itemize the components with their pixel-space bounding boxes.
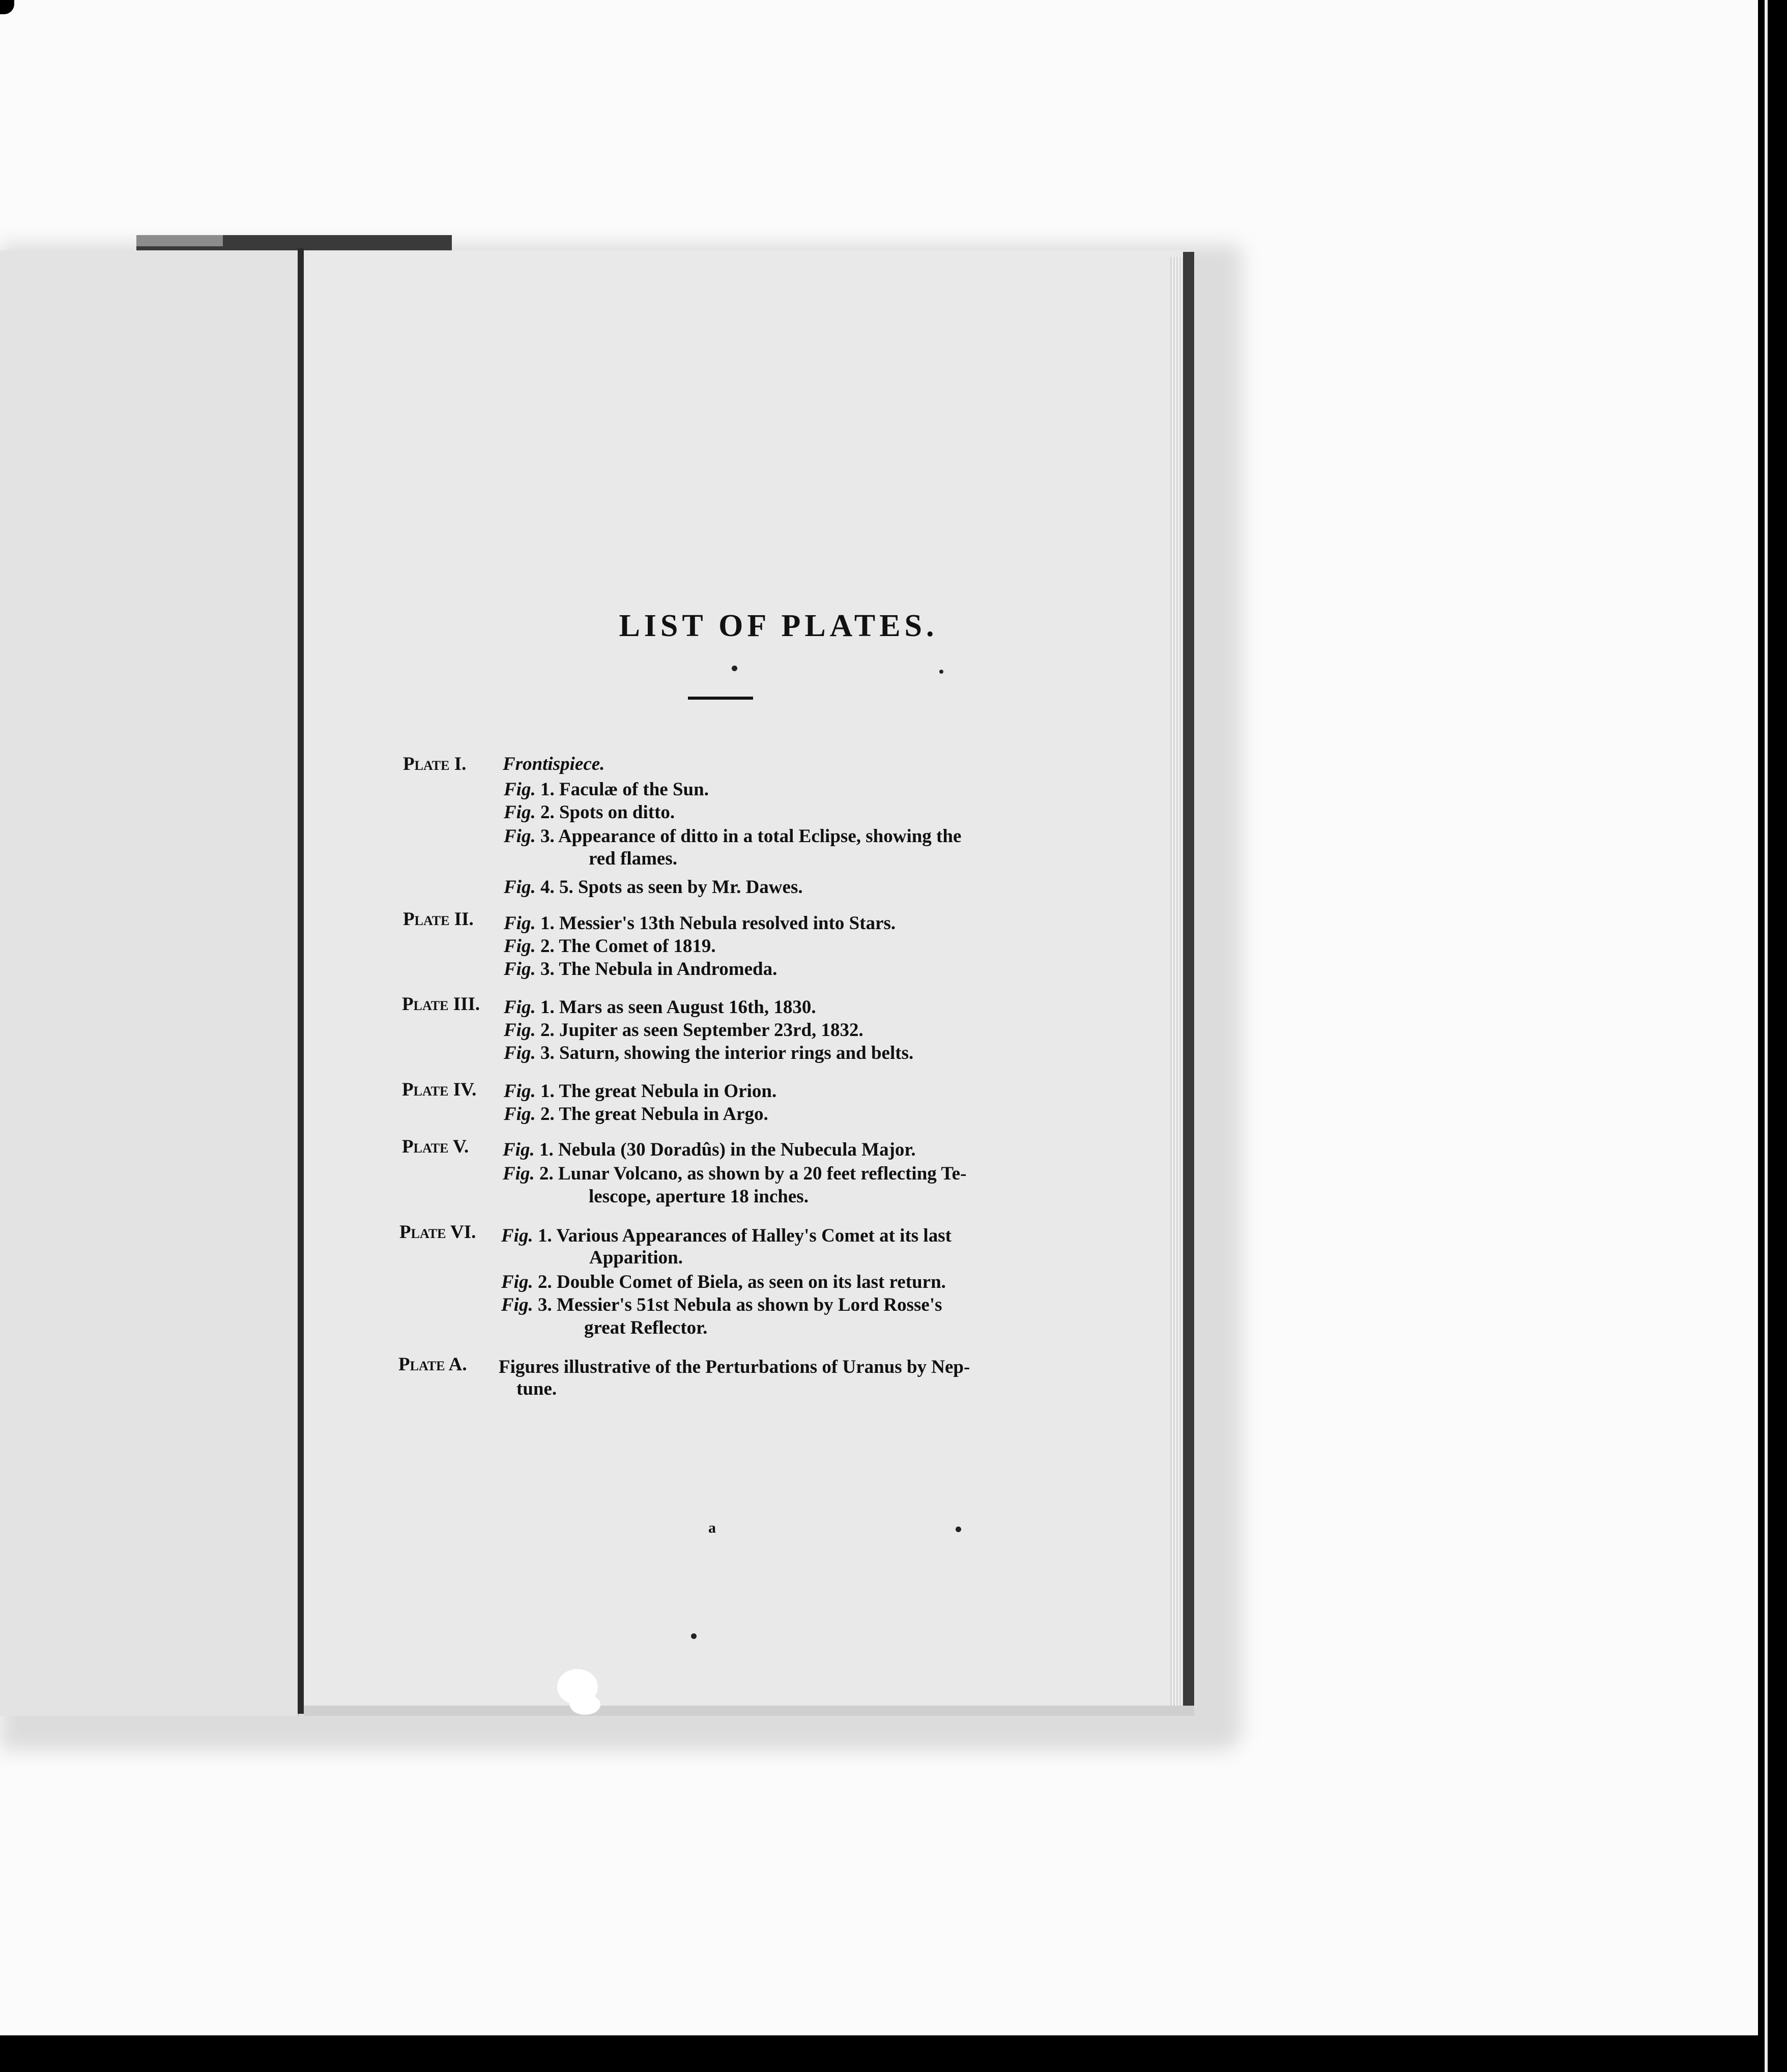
figure-entry	[504, 779, 709, 801]
fig-text: Mars as seen August 16th, 1830.	[559, 997, 816, 1018]
top-binding-highlight	[136, 235, 223, 246]
fig-abbrev: Fig.	[504, 1043, 536, 1063]
fig-abbrev: Fig.	[501, 1225, 533, 1246]
fig-number: 1.	[540, 913, 555, 934]
figure-entry	[504, 825, 961, 848]
fig-text: The Comet of 1819.	[559, 936, 716, 957]
fig-number: 2.	[537, 1272, 552, 1292]
title-rule	[688, 697, 753, 700]
figure-entry	[504, 801, 675, 824]
fig-text: Messier's 51st Nebula as shown by Lord Rosse's	[556, 1294, 942, 1315]
fig-number: 3.	[540, 959, 555, 980]
fig-text: The great Nebula in Orion.	[559, 1081, 777, 1102]
fig-number: 2.	[540, 1020, 555, 1041]
fig-number: 3.	[540, 1043, 555, 1063]
fig-number: 1.	[539, 1139, 554, 1160]
fig-text: The Nebula in Andromeda.	[559, 959, 777, 980]
speck	[939, 670, 943, 674]
figure-entry	[504, 1080, 776, 1103]
plate-label: Plate V.	[402, 1136, 469, 1157]
fig-text: The great Nebula in Argo.	[559, 1104, 768, 1125]
figure-entry	[504, 1103, 768, 1126]
page-title: LIST OF PLATES.	[619, 609, 938, 643]
fig-number: 4. 5.	[540, 877, 573, 898]
fig-abbrev: Fig.	[504, 877, 536, 898]
left-page	[0, 250, 299, 1716]
speck	[956, 1527, 961, 1532]
fig-number: 1.	[540, 779, 555, 800]
film-edge-line	[1765, 0, 1768, 2072]
fig-text: Faculæ of the Sun.	[559, 779, 709, 800]
figure-continuation: red flames.	[589, 848, 677, 869]
fig-abbrev: Fig.	[504, 826, 536, 847]
cover-edge	[1183, 252, 1194, 1707]
fig-text: Lunar Volcano, as shown by a 20 feet reflecting Te-	[558, 1163, 967, 1184]
fig-abbrev: Fig.	[504, 936, 536, 957]
right-page	[304, 250, 1189, 1711]
plate-label: Plate IV.	[402, 1079, 477, 1100]
fig-number: 3.	[540, 826, 555, 847]
plate-description-continuation: tune.	[516, 1378, 557, 1399]
fig-abbrev: Fig.	[504, 959, 536, 980]
fig-number: 1.	[540, 1081, 555, 1102]
plate-label: Plate VI.	[399, 1222, 476, 1243]
plate-label: Plate I.	[403, 754, 467, 774]
plate-label: Plate III.	[402, 994, 480, 1015]
figure-entry	[501, 1225, 952, 1247]
fig-number: 1.	[537, 1225, 552, 1246]
figure-continuation: great Reflector.	[584, 1317, 708, 1338]
figure-entry	[501, 1271, 946, 1293]
fig-text: Various Appearances of Halley's Comet at its last	[556, 1225, 952, 1246]
figure-continuation: Apparition.	[589, 1247, 683, 1268]
fig-abbrev: Fig.	[504, 1020, 536, 1041]
fig-number: 2.	[540, 936, 555, 957]
fig-number: 3.	[537, 1294, 552, 1315]
speck	[732, 666, 737, 671]
signature-mark: a	[708, 1519, 716, 1536]
figure-entry	[504, 1019, 863, 1042]
fig-abbrev: Fig.	[504, 997, 536, 1018]
figure-entry	[504, 876, 803, 899]
plate-label: Plate II.	[403, 909, 474, 930]
fig-text: Messier's 13th Nebula resolved into Stars.	[559, 913, 896, 934]
fig-number: 2.	[539, 1163, 554, 1184]
fig-abbrev: Fig.	[504, 1081, 536, 1102]
figure-entry	[503, 1139, 916, 1161]
plate-label: Plate A.	[398, 1354, 467, 1375]
fig-text: Spots on ditto.	[559, 802, 675, 823]
fig-abbrev: Fig.	[504, 913, 536, 934]
figure-entry	[503, 1163, 966, 1185]
fig-text: Saturn, showing the interior rings and belts.	[559, 1043, 914, 1063]
figure-entry	[504, 1042, 913, 1064]
bottom-edge	[304, 1706, 1194, 1716]
figure-entry	[504, 912, 896, 935]
fig-abbrev: Fig.	[501, 1272, 533, 1292]
book-spine	[298, 248, 304, 1714]
fig-text: Nebula (30 Doradûs) in the Nubecula Major.	[558, 1139, 916, 1160]
fig-abbrev: Fig.	[503, 1139, 535, 1160]
film-edge	[1758, 0, 1787, 2072]
plate-description: Figures illustrative of the Perturbations of Uranus by Nep-	[499, 1357, 970, 1377]
figure-continuation: lescope, aperture 18 inches.	[589, 1186, 809, 1207]
figure-entry	[504, 935, 716, 958]
figure-entry	[504, 996, 816, 1019]
figure-entry	[501, 1294, 942, 1316]
figure-entry	[504, 958, 777, 981]
fig-abbrev: Fig.	[501, 1294, 533, 1315]
fig-abbrev: Fig.	[504, 1104, 536, 1125]
damage-spot	[570, 1694, 600, 1715]
fig-number: 2.	[540, 802, 555, 823]
fig-abbrev: Fig.	[504, 779, 536, 800]
fig-text: Jupiter as seen September 23rd, 1832.	[559, 1020, 863, 1041]
plate-heading: Frontispiece.	[503, 754, 605, 774]
fig-number: 1.	[540, 997, 555, 1018]
fig-number: 2.	[540, 1104, 555, 1125]
fig-text: Appearance of ditto in a total Eclipse, showing the	[558, 826, 962, 847]
fig-text: Double Comet of Biela, as seen on its last return.	[556, 1272, 946, 1292]
fig-text: Spots as seen by Mr. Dawes.	[578, 877, 803, 898]
speck	[691, 1633, 697, 1639]
fig-abbrev: Fig.	[503, 1163, 535, 1184]
fig-abbrev: Fig.	[504, 802, 536, 823]
